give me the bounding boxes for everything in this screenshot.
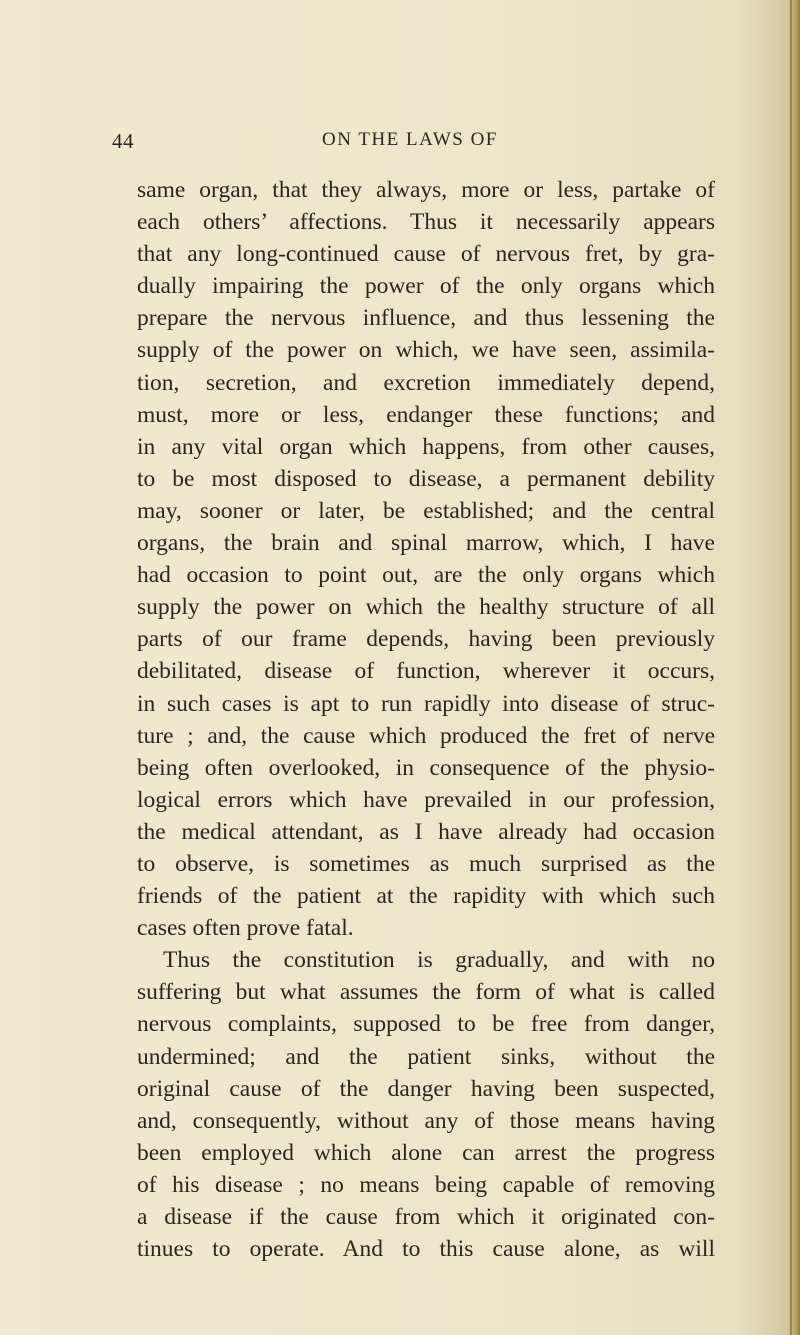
text-line: suffering but what assumes the form of what is called bbox=[137, 979, 715, 1006]
text-line: parts of our frame depends, having been previously bbox=[137, 626, 715, 653]
text-line: same organ, that they always, more or less, partake of bbox=[137, 177, 715, 203]
text-line: been employed which alone can arrest the progress bbox=[137, 1139, 715, 1166]
running-head bbox=[112, 129, 712, 157]
text-line: nervous complaints, supposed to be free from danger, bbox=[137, 1011, 715, 1038]
text-line: of his disease ; no means being capable of removing bbox=[137, 1171, 715, 1198]
body-text bbox=[137, 174, 715, 1265]
text-line: that any long-continued cause of nervous fret, by gra- bbox=[137, 241, 715, 268]
text-line: friends of the patient at the rapidity with which such bbox=[137, 883, 715, 910]
text-line: may, sooner or later, be established; and the central bbox=[137, 497, 715, 524]
text-line: a disease if the cause from which it originated con- bbox=[137, 1204, 715, 1230]
text-line: in such cases is apt to run rapidly into disease of struc- bbox=[137, 690, 715, 717]
text-line: dually impairing the power of the only organs which bbox=[137, 273, 715, 300]
text-line: in any vital organ which happens, from other causes, bbox=[137, 433, 715, 460]
text-line: the medical attendant, as I have already had occasion bbox=[137, 818, 715, 845]
text-line: ture ; and, the cause which produced the fret of nerve bbox=[137, 722, 715, 749]
text-line: logical errors which have prevailed in our profession, bbox=[137, 786, 715, 813]
text-line: supply the power on which the healthy structure of all bbox=[137, 594, 715, 621]
text-line: debilitated, disease of function, wherever it occurs, bbox=[137, 658, 715, 685]
text-line: tinues to operate. And to this cause alone, as will bbox=[137, 1236, 715, 1263]
text-line: original cause of the danger having been suspected, bbox=[137, 1075, 715, 1102]
page-edge-line bbox=[790, 0, 792, 1335]
paragraph-end-line: cases often prove fatal. bbox=[137, 915, 354, 942]
paragraph-start-line: Thus the constitution is gradually, and with no bbox=[163, 947, 715, 974]
text-line: organs, the brain and spinal marrow, which, I have bbox=[137, 530, 715, 557]
text-line: prepare the nervous influence, and thus lessening the bbox=[137, 305, 715, 332]
text-line: tion, secretion, and excretion immediately depend, bbox=[137, 369, 715, 396]
text-line: each others’ affections. Thus it necessarily appears bbox=[137, 209, 715, 236]
text-line: to observe, is sometimes as much surprised as the bbox=[137, 850, 715, 877]
text-line: had occasion to point out, are the only organs which bbox=[137, 562, 715, 589]
text-line: supply of the power on which, we have seen, assimila- bbox=[137, 337, 715, 364]
running-head-title: ON THE LAWS OF bbox=[322, 129, 498, 150]
text-line: to be most disposed to disease, a permanent debility bbox=[137, 465, 715, 492]
text-line: undermined; and the patient sinks, without the bbox=[137, 1043, 715, 1070]
page-edge-shadow bbox=[786, 0, 800, 1335]
text-line: being often overlooked, in consequence of the physio- bbox=[137, 754, 715, 781]
page-number: 44 bbox=[112, 129, 134, 153]
text-line: and, consequently, without any of those means having bbox=[137, 1107, 715, 1134]
text-line: must, more or less, endanger these functions; and bbox=[137, 401, 715, 428]
